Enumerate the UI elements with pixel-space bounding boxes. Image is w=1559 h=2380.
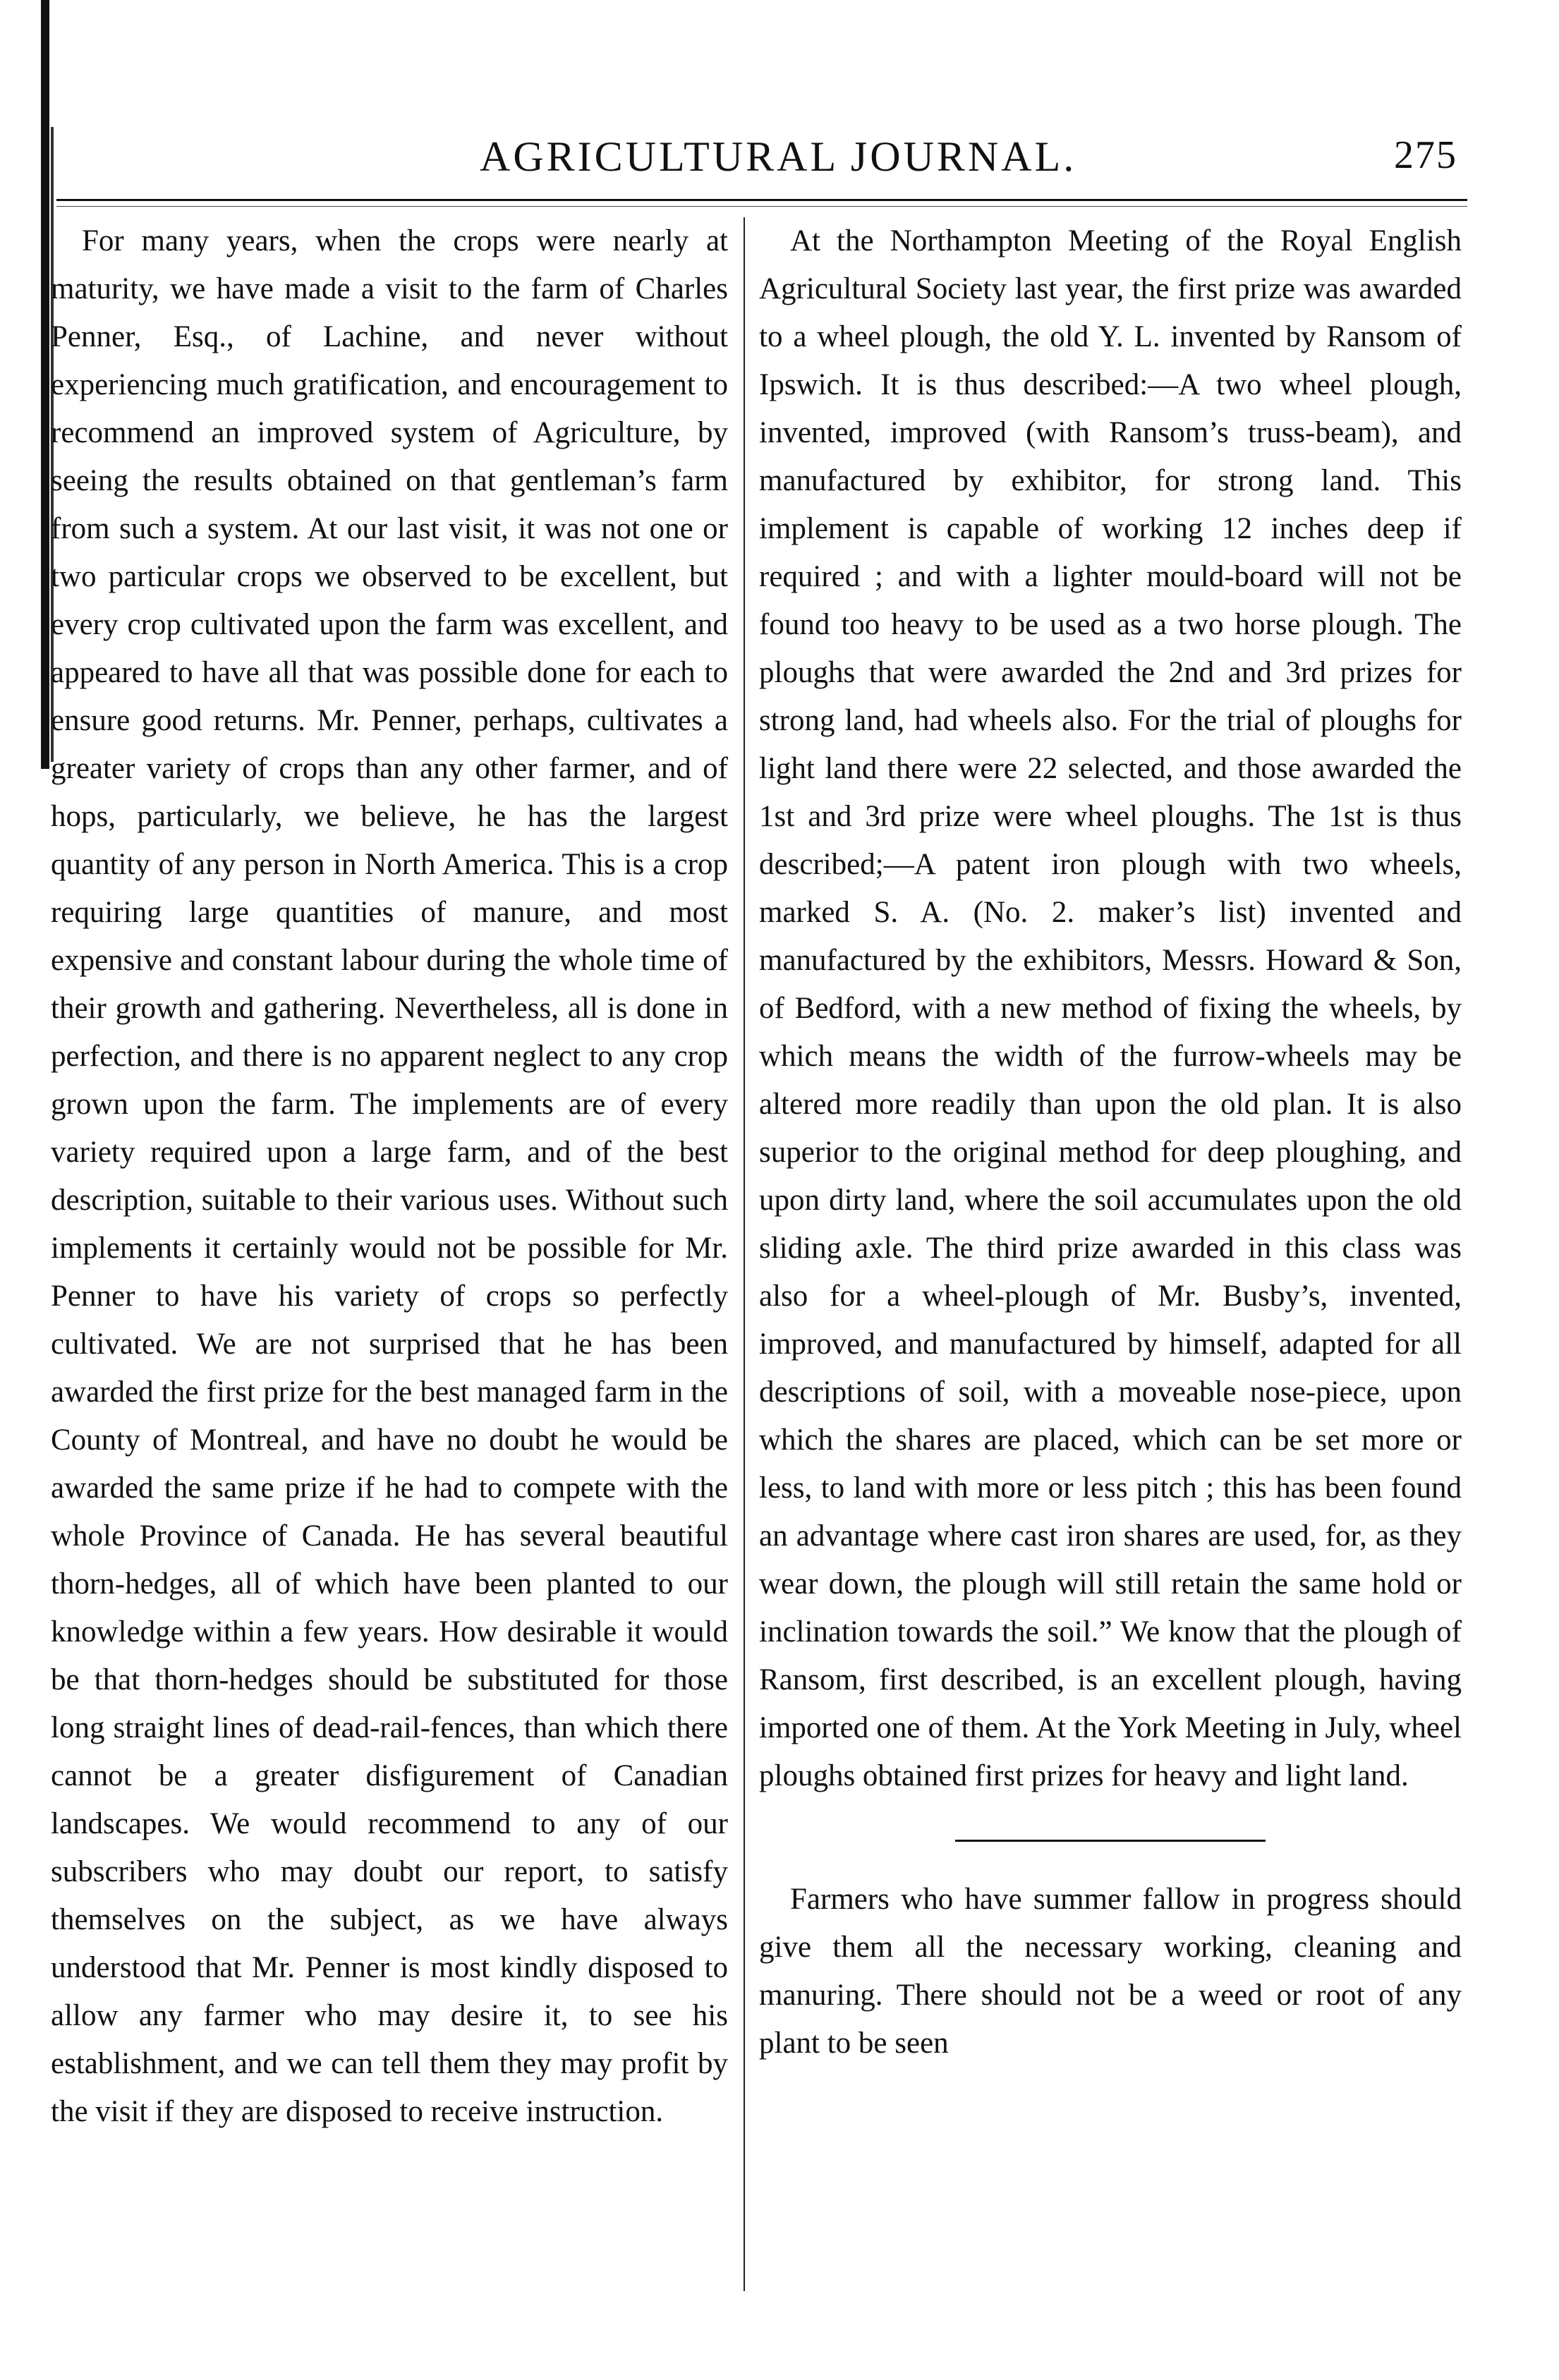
plough-prizes-paragraph: At the Northampton Meeting of the Royal English Agricultural Society last year, the first prize was awarded to a wheel plough, the old Y. L. invented by Ransom of Ipswich. It is thus described:—A two wheel plough, invented, improved (with Ransom’s truss-beam), and manufactured by exhibitor, for strong land. This implement is capable of working 12 inches deep if required ; and with a lighter mould-board will not be found too heavy to be used as a two horse plough. The ploughs that were awarded the 2nd and 3rd prizes for strong land, had wheels also. For the trial of ploughs for light land there were 22 selected, and those awarded the 1st and 3rd prize were wheel ploughs. The 1st is thus described;—A patent iron plough with two wheels, marked S. A. (No. 2. maker’s list) invented and manufactured by the exhibitors, Messrs. Howard & Son, of Bedford, with a new method of fixing the wheels, by which means the width of the furrow-wheels may be altered more readily than upon the old plan. It is also superior to the original method for deep ploughing, and upon dirty land, where the soil accumulates upon the old sliding axle. The third prize awarded in this class was also for a wheel-plough of Mr. Busby’s, invented, improved, and manufactured by himself, adapted for all descriptions of soil, with a moveable nose-piece, upon which the shares are placed, which can be set more or less, to land with more or less pitch ; this has been found an advantage where cast iron shares are used, for, as they wear down, the plough will still retain the same hold or inclination towards the soil.” We know that the plough of Ransom, first described, is an excellent plough, having imported one of them. At the York Meeting in July, wheel ploughs obtained first prizes for heavy and light land. xyxy=(759,224,1462,1792)
column-divider xyxy=(744,217,745,2291)
left-column xyxy=(51,217,728,2136)
binding-edge-shadow xyxy=(41,0,49,769)
page-number: 275 xyxy=(1394,133,1457,177)
header-rule-thin xyxy=(56,206,1467,207)
header-rule xyxy=(56,199,1467,201)
penner-farm-paragraph: For many years, when the crops were nearly at maturity, we have made a visit to the farm of Charles Penner, Esq., of Lachine, and never without experiencing much gratification, and encouragement to recommend an improved system of Agriculture, by seeing the results obtained on that gentleman’s farm from such a system. At our last visit, it was not one or two particular crops we observed to be excellent, but every crop cultivated upon the farm was excellent, and appeared to have all that was possible done for each to ensure good returns. Mr. Penner, perhaps, cultivates a greater variety of crops than any other farmer, and of hops, particularly, we believe, he has the largest quantity of any person in North America. This is a crop requiring large quantities of manure, and most expensive and constant labour during the whole time of their growth and gathering. Nevertheless, all is done in perfection, and there is no apparent neglect to any crop grown upon the farm. The implements are of every variety required upon a large farm, and of the best description, suitable to their various uses. Without such implements it certainly would not be possible for Mr. Penner to have his variety of crops so perfectly cultivated. We are not surprised that he has been awarded the first prize for the best managed farm in the County of Montreal, and have no doubt he would be awarded the same prize if he had to compete with the whole Province of Canada. He has several beautiful thorn-hedges, all of which have been planted to our knowledge within a few years. How desirable it would be that thorn-hedges should be substituted for those long straight lines of dead-rail-fences, than which there cannot be a greater disfigurement of Canadian landscapes. We would recommend to any of our subscribers who may doubt our report, to satisfy themselves on the subject, as we have always understood that Mr. Penner is most kindly disposed to allow any farmer who may desire it, to see his establishment, and we can tell them they may profit by the visit if they are disposed to receive instruction. xyxy=(51,224,728,2128)
journal-title: AGRICULTURAL JOURNAL. xyxy=(480,133,1077,180)
right-column xyxy=(759,217,1462,2068)
section-separator-rule xyxy=(955,1840,1266,1842)
summer-fallow-paragraph: Farmers who have summer fallow in progress should give them all the necessary working, cleaning and manuring. There should not be a weed or root of any plant to be seen xyxy=(759,1883,1462,2060)
running-header xyxy=(0,133,1559,192)
